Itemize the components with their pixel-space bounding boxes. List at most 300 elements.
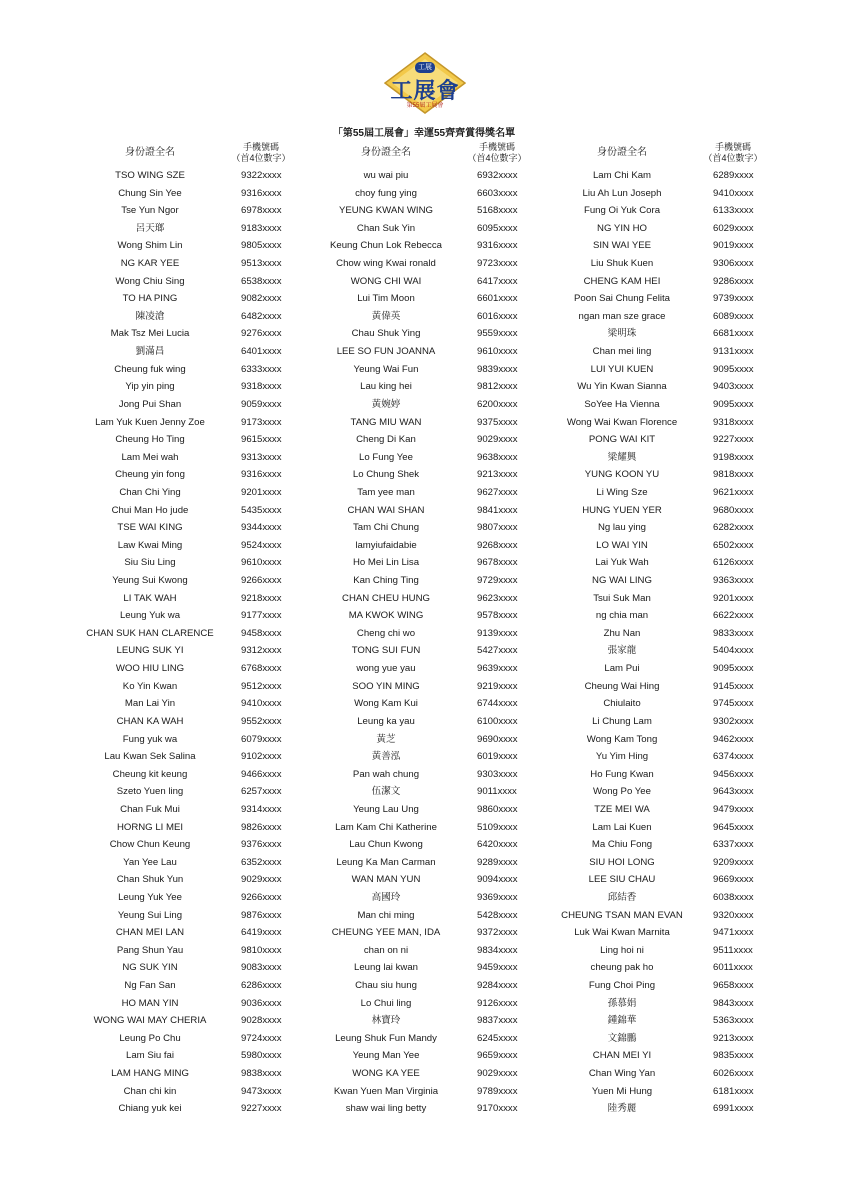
winner-name: LEE SIU CHAU [588,874,656,886]
phone-prefix: 9456xxxx [713,768,754,780]
winner-name: 張家龍 [607,645,637,657]
winner-name: NG WAI LING [592,575,652,587]
winner-name: Lam Lai Kuen [592,821,652,833]
phone-prefix: 6932xxxx [477,170,518,181]
phone-prefix: 9410xxxx [713,187,754,199]
winner-name: Chan Shuk Yun [116,874,184,886]
phone-prefix: 6133xxxx [713,205,754,217]
phone-prefix: 9201xxxx [713,592,754,604]
winner-name: Man chi ming [357,909,415,921]
winner-name: 孫慕娟 [607,997,637,1009]
winner-name: Yu Yim Hing [595,751,649,763]
phone-prefix: 9218xxxx [241,592,282,604]
phone-prefix: 9659xxxx [477,1050,518,1062]
phone-prefix: 6352xxxx [241,856,282,868]
winner-name: TSO WING SZE [115,170,185,181]
phone-prefix: 9462xxxx [713,733,754,745]
phone-prefix: 9623xxxx [477,592,518,604]
winner-name: LUI YUI KUEN [590,363,654,375]
header-phone-col1 [226,142,296,164]
winner-name: Ho Fung Kwan [590,768,654,780]
winner-name: Yeung Sui Ling [117,909,183,921]
winner-name: CHAN MEI YI [592,1050,652,1062]
phones-column-3 [713,167,773,1118]
phone-prefix: 9028xxxx [241,1015,282,1027]
phone-prefix: 6282xxxx [713,522,754,534]
phone-prefix: 9219xxxx [477,680,518,692]
phone-prefix: 9839xxxx [477,363,518,375]
winner-name: Cheung Ho Ting [115,434,185,446]
phone-prefix: 9102xxxx [241,751,282,763]
phone-prefix: 9227xxxx [713,434,754,446]
phone-prefix: 9318xxxx [241,381,282,393]
phone-prefix: 9680xxxx [713,504,754,516]
phone-prefix: 9789xxxx [477,1085,518,1097]
winner-name: Lam Kam Chi Katherine [335,821,437,833]
phone-prefix: 9610xxxx [241,557,282,569]
phone-prefix: 6126xxxx [713,557,754,569]
phone-prefix: 9479xxxx [713,803,754,815]
winner-name: Chow wing Kwai ronald [336,258,436,270]
winner-name: Tsui Suk Man [593,592,651,604]
phone-prefix: 5109xxxx [477,821,518,833]
winner-name: Leung lai kwan [353,962,418,974]
phone-prefix: 9029xxxx [477,1068,518,1080]
header-phone-line2: （首4位數字） [231,153,291,163]
winner-name: Wong Kam Kui [354,698,418,710]
winner-name: Tam yee man [357,486,415,498]
header-phone-line1: 手機號碼 [714,142,751,152]
phone-prefix: 6420xxxx [477,839,518,851]
phone-prefix: 9284xxxx [477,980,518,992]
phone-prefix: 6603xxxx [477,187,518,199]
winner-name: Wong Shim Lin [117,240,183,252]
phone-prefix: 9082xxxx [241,293,282,305]
phone-prefix: 9036xxxx [241,997,282,1009]
phone-prefix: 9678xxxx [477,557,518,569]
phone-prefix: 9807xxxx [477,522,518,534]
expo-logo [384,52,466,114]
phone-prefix: 9201xxxx [241,486,282,498]
phone-prefix: 9306xxxx [713,258,754,270]
winner-name: Ho Mei Lin Lisa [352,557,420,569]
winner-name: Cheung fuk wing [114,363,186,375]
winner-name: Leung Ka Man Carman [336,856,436,868]
header-phone-line2: （首4位數字） [467,153,527,163]
phone-prefix: 6991xxxx [713,1103,754,1115]
winner-name: Law Kwai Ming [117,539,183,551]
phone-prefix: 9344xxxx [241,522,282,534]
phone-prefix: 9729xxxx [477,575,518,587]
phone-prefix: 6026xxxx [713,1068,754,1080]
phone-prefix: 9266xxxx [241,891,282,903]
winner-name: Pang Shun Yau [116,944,184,956]
phone-prefix: 9471xxxx [713,927,754,939]
winner-name: Cheung kit keung [112,768,188,780]
phone-prefix: 6029xxxx [713,222,754,234]
phone-prefix: 6337xxxx [713,839,754,851]
logo-sub-text: 第55屆工展會 [406,103,444,109]
winner-name: Ng lau ying [598,522,646,534]
winner-name: Chui Man Ho jude [111,504,189,516]
phone-prefix: 6538xxxx [241,275,282,287]
winner-name: cheung pak ho [590,962,654,974]
phone-prefix: 5428xxxx [477,909,518,921]
phone-prefix: 9145xxxx [713,680,754,692]
phone-prefix: 6333xxxx [241,363,282,375]
winner-name: Zhu Nan [603,627,641,639]
phone-prefix: 6289xxxx [713,170,754,181]
winner-name: Wong Po Yee [593,786,651,798]
phone-prefix: 6601xxxx [477,293,518,305]
phone-prefix: 9303xxxx [477,768,518,780]
phone-prefix: 9322xxxx [241,170,282,181]
winner-name: LAM HANG MING [111,1068,189,1080]
phone-prefix: 6089xxxx [713,310,754,322]
phone-prefix: 9690xxxx [477,733,518,745]
winner-name: Cheung yin fong [115,469,185,481]
winner-name: Lam Chi Kam [592,170,652,181]
winner-name: CHENG KAM HEI [583,275,661,287]
phone-prefix: 6681xxxx [713,328,754,340]
winner-name: Ng Fan San [124,980,176,992]
phone-prefix: 9320xxxx [713,909,754,921]
phone-prefix: 6095xxxx [477,222,518,234]
winner-name: choy fung ying [355,187,417,199]
phone-prefix: 9410xxxx [241,698,282,710]
phone-prefix: 9170xxxx [477,1103,518,1115]
winner-name: 黃芝 [376,733,396,745]
phone-prefix: 6079xxxx [241,733,282,745]
winner-name: Lau Kwan Sek Salina [104,751,196,763]
phone-prefix: 9512xxxx [241,680,282,692]
winner-name: Wong Kam Tong [586,733,658,745]
winner-name: Luk Wai Kwan Marnita [574,927,670,939]
winner-name: Ling hoi ni [600,944,644,956]
phone-prefix: 9011xxxx [477,786,517,798]
winner-name: Leung Yuk wa [119,610,181,622]
winner-name: SIU HOI LONG [589,856,655,868]
phone-prefix: 6286xxxx [241,980,282,992]
winner-name: Szeto Yuen ling [116,786,184,798]
winner-name: Kan Ching Ting [353,575,419,587]
winner-name: ngan man sze grace [578,310,666,322]
phone-prefix: 9552xxxx [241,715,282,727]
phone-prefix: 9183xxxx [241,222,282,234]
winner-name: Fung Oi Yuk Cora [583,205,661,217]
winner-name: Chow Chun Keung [109,839,191,851]
winner-name: Ko Yin Kwan [122,680,178,692]
phone-prefix: 9213xxxx [477,469,518,481]
phone-prefix: 9473xxxx [241,1085,282,1097]
phone-prefix: 9314xxxx [241,803,282,815]
phone-prefix: 9838xxxx [241,1068,282,1080]
phone-prefix: 9639xxxx [477,663,518,675]
header-phone-col3 [698,142,768,164]
winner-name: CHAN MEI LAN [115,927,185,939]
winner-name: CHEUNG YEE MAN, IDA [331,927,441,939]
phone-prefix: 9723xxxx [477,258,518,270]
winner-name: HUNG YUEN YER [582,504,662,516]
phone-prefix: 6978xxxx [241,205,282,217]
phone-prefix: 9833xxxx [713,627,754,639]
phone-prefix: 6019xxxx [477,751,518,763]
winner-name: Man Lai Yin [124,698,176,710]
winner-name: Fung yuk wa [122,733,178,745]
winner-name: Cheng Di Kan [356,434,416,446]
winner-name: TONG SUI FUN [351,645,421,657]
winner-name: CHAN SUK HAN CLARENCE [86,627,214,639]
phones-column-2 [477,167,537,1118]
phone-prefix: 9083xxxx [241,962,282,974]
winner-name: Chan Fuk Mui [120,803,180,815]
phone-prefix: 9837xxxx [477,1015,518,1027]
winner-name: WAN MAN YUN [351,874,421,886]
phone-prefix: 6100xxxx [477,715,518,727]
phone-prefix: 9363xxxx [713,575,754,587]
winner-name: Chau siu hung [355,980,417,992]
winner-name: 黃婉婷 [371,398,401,410]
phone-prefix: 6011xxxx [713,962,753,974]
phone-prefix: 9643xxxx [713,786,754,798]
phone-prefix: 9610xxxx [477,346,518,358]
logo-top-badge: 工展 [415,62,435,73]
names-column-1 [66,167,234,1118]
winner-name: Wu Yin Kwan Sianna [577,381,667,393]
winner-name: lamyiufaidabie [355,539,417,551]
phone-prefix: 5404xxxx [713,645,754,657]
winner-name: LI TAK WAH [123,592,177,604]
phone-prefix: 9209xxxx [713,856,754,868]
winner-name: NG KAR YEE [120,258,180,270]
phone-prefix: 9372xxxx [477,927,518,939]
winner-name: PONG WAI KIT [588,434,656,446]
phone-prefix: 9805xxxx [241,240,282,252]
phone-prefix: 9316xxxx [241,187,282,199]
winner-name: 林寶玲 [371,1015,401,1027]
winner-name: Chiang yuk kei [118,1103,182,1115]
phone-prefix: 9094xxxx [477,874,518,886]
phone-prefix: 9126xxxx [477,997,518,1009]
phone-prefix: 9316xxxx [477,240,518,252]
phone-prefix: 6622xxxx [713,610,754,622]
phone-prefix: 5427xxxx [477,645,518,657]
winner-name: Jong Pui Shan [118,398,182,410]
winner-name: Lam Yuk Kuen Jenny Zoe [95,416,205,428]
phone-prefix: 9578xxxx [477,610,518,622]
phone-prefix: 9615xxxx [241,434,282,446]
phone-prefix: 9286xxxx [713,275,754,287]
winner-name: Mak Tsz Mei Lucia [110,328,190,340]
winner-name: Chan Suk Yin [356,222,416,234]
phone-prefix: 9739xxxx [713,293,754,305]
winner-name: Lai Yuk Wah [595,557,649,569]
winner-name: LO WAI YIN [596,539,648,551]
winner-name: 文錦鵬 [607,1032,637,1044]
phone-prefix: 9316xxxx [241,469,282,481]
winner-name: Lo Chui ling [360,997,412,1009]
phone-prefix: 9621xxxx [713,486,754,498]
winner-name: HO MAN YIN [121,997,179,1009]
phone-prefix: 9177xxxx [241,610,282,622]
phone-prefix: 9860xxxx [477,803,518,815]
phone-prefix: 9302xxxx [713,715,754,727]
winner-name: YUNG KOON YU [584,469,660,481]
header-name-col3: 身份證全名 [597,147,647,158]
winner-name: TZE MEI WA [594,803,650,815]
phone-prefix: 9466xxxx [241,768,282,780]
winner-name: Yeung Man Yee [352,1050,420,1062]
phone-prefix: 9095xxxx [713,363,754,375]
phone-prefix: 9029xxxx [241,874,282,886]
winner-name: 伍潔文 [371,786,401,798]
winner-name: Yeung Sui Kwong [112,575,188,587]
winner-name: Wong Wai Kwan Florence [566,416,678,428]
phone-prefix: 9131xxxx [713,346,754,358]
phone-prefix: 9403xxxx [713,381,754,393]
names-column-3 [538,167,706,1118]
winner-name: Cheung Wai Hing [584,680,660,692]
phone-prefix: 9513xxxx [241,258,282,270]
phone-prefix: 5980xxxx [241,1050,282,1062]
phone-prefix: 6482xxxx [241,310,282,322]
winner-name: Lau Chun Kwong [349,839,423,851]
winner-name: Wong Chiu Sing [115,275,185,287]
winner-name: NG YIN HO [597,222,647,234]
winner-name: Pan wah chung [352,768,420,780]
winner-name: Yeung Lau Ung [353,803,419,815]
header-phone-line1: 手機號碼 [478,142,515,152]
names-column-2 [302,167,470,1118]
winner-name: Tse Yun Ngor [121,205,179,217]
phone-prefix: 9812xxxx [477,381,518,393]
winner-name: Li Wing Sze [596,486,648,498]
phone-prefix: 9458xxxx [241,627,282,639]
phone-prefix: 6038xxxx [713,891,754,903]
winner-name: WOO HIU LING [115,663,185,675]
phone-prefix: 9876xxxx [241,909,282,921]
winner-name: CHAN CHEU HUNG [342,592,430,604]
phone-prefix: 9627xxxx [477,486,518,498]
phone-prefix: 9511xxxx [713,944,753,956]
winner-name: Leung Po Chu [119,1032,181,1044]
phone-prefix: 6257xxxx [241,786,282,798]
winner-name: shaw wai ling betty [345,1103,427,1115]
winner-name: 黃偉英 [371,310,401,322]
phone-prefix: 6419xxxx [241,927,282,939]
winner-name: Leung Shuk Fun Mandy [335,1032,437,1044]
phone-prefix: 9376xxxx [241,839,282,851]
winner-name: chan on ni [363,944,409,956]
winner-name: Lam Siu fai [126,1050,174,1062]
winner-name: Chan Wing Yan [588,1068,656,1080]
phone-prefix: 6016xxxx [477,310,518,322]
winner-name: Lo Chung Shek [352,469,420,481]
phone-prefix: 9312xxxx [241,645,282,657]
winner-name: Chan mei ling [592,346,652,358]
winner-name: LEUNG SUK YI [116,645,184,657]
header-phone-line2: （首4位數字） [703,153,763,163]
winner-name: ng chia man [595,610,649,622]
winner-name: Chau Shuk Ying [351,328,421,340]
phone-prefix: 5363xxxx [713,1015,754,1027]
phone-prefix: 9059xxxx [241,398,282,410]
winner-name: Yan Yee Lau [123,856,177,868]
winner-name: Fung Choi Ping [588,980,656,992]
winner-name: 黃善泓 [371,751,401,763]
winner-name: LEE SO FUN JOANNA [336,346,436,358]
winner-name: WONG KA YEE [352,1068,420,1080]
logo-main-text: 工展會 [390,78,460,104]
phone-prefix: 6502xxxx [713,539,754,551]
winner-name: wong yue yau [356,663,416,675]
phone-prefix: 6768xxxx [241,663,282,675]
winner-name: TO HA PING [122,293,178,305]
winner-name: YEUNG KWAN WING [339,205,433,217]
winner-name: Chiulaito [603,698,641,710]
phone-prefix: 9095xxxx [713,663,754,675]
phone-prefix: 9658xxxx [713,980,754,992]
winner-name: 陳凌滄 [135,310,165,322]
phone-prefix: 9268xxxx [477,539,518,551]
phone-prefix: 9369xxxx [477,891,518,903]
phone-prefix: 6417xxxx [477,275,518,287]
phone-prefix: 9669xxxx [713,874,754,886]
winner-name: HORNG LI MEI [116,821,184,833]
winner-name: 邱結香 [607,891,637,903]
winner-name: NG SUK YIN [122,962,178,974]
winner-name: CHAN WAI SHAN [347,504,425,516]
winner-name: Ma Chiu Fong [591,839,653,851]
page-title: 「第55屆工展會」幸運55齊齊賞得獎名單 [332,128,516,139]
winner-name: Lau king hei [360,381,412,393]
winner-name: 鍾錦華 [607,1015,637,1027]
phone-prefix: 9266xxxx [241,575,282,587]
winner-name: Leung ka yau [357,715,415,727]
winner-name: TANG MIU WAN [350,416,422,428]
winner-name: WONG CHI WAI [350,275,422,287]
winner-name: WONG WAI MAY CHERIA [93,1015,207,1027]
phone-prefix: 9313xxxx [241,451,282,463]
phone-prefix: 9559xxxx [477,328,518,340]
phone-prefix: 9810xxxx [241,944,282,956]
winner-name: Lui Tim Moon [357,293,415,305]
phone-prefix: 9139xxxx [477,627,518,639]
phone-prefix: 9835xxxx [713,1050,754,1062]
phone-prefix: 9645xxxx [713,821,754,833]
phone-prefix: 5168xxxx [477,205,518,217]
phone-prefix: 9843xxxx [713,997,754,1009]
phones-column-1 [241,167,301,1118]
phone-prefix: 9095xxxx [713,398,754,410]
winner-name: Leung Yuk Yee [118,891,182,903]
winner-name: Chan Chi Ying [119,486,181,498]
phone-prefix: 9213xxxx [713,1032,754,1044]
winner-name: 呂天瑯 [135,222,165,234]
winner-name: CHAN KA WAH [116,715,184,727]
winner-name: Keung Chun Lok Rebecca [329,240,442,252]
winner-name: Yeung Wai Fun [353,363,419,375]
header-phone-col2 [462,142,532,164]
winner-name: MA KWOK WING [348,610,424,622]
phone-prefix: 9019xxxx [713,240,754,252]
winner-name: 梁明珠 [607,328,637,340]
winner-name: Siu Siu Ling [124,557,176,569]
phone-prefix: 9173xxxx [241,416,282,428]
phone-prefix: 9198xxxx [713,451,754,463]
winner-name: 劉滿昌 [135,346,165,358]
winner-name: TSE WAI KING [117,522,183,534]
